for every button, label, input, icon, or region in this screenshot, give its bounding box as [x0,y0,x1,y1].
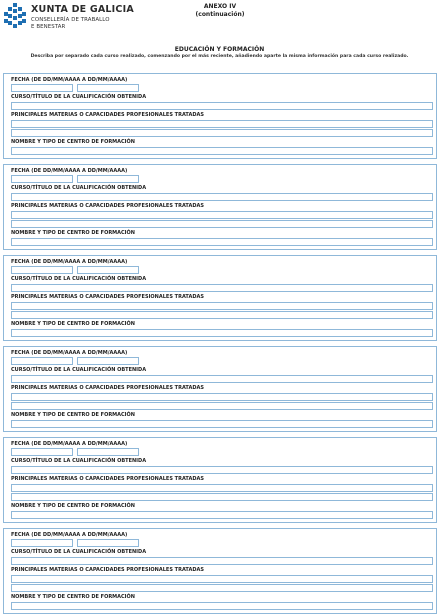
date-to-field[interactable] [77,175,139,183]
center-name-field[interactable] [11,602,433,610]
center-name-label: NOMBRE Y TIPO DE CENTRO DE FORMACIÓN [11,503,135,509]
subjects-field[interactable] [11,120,433,128]
subjects-field[interactable] [11,575,433,583]
annex-heading [175,3,265,19]
subjects-label: PRINCIPALES MATERIAS O CAPACIDADES PROFESIONALES TRATADAS [11,476,204,482]
center-name-label: NOMBRE Y TIPO DE CENTRO DE FORMACIÓN [11,412,135,418]
date-from-field[interactable] [11,175,73,183]
subjects-field[interactable] [11,393,433,401]
course-title-label: CURSO/TÍTULO DE LA CUALIFICACIÓN OBTENIDA [11,276,147,282]
center-name-field[interactable] [11,147,433,155]
course-title-field[interactable] [11,284,433,292]
date-from-field[interactable] [11,266,73,274]
logo-subtitle: E BENESTAR [31,24,66,30]
date-to-field[interactable] [77,266,139,274]
course-title-label: CURSO/TÍTULO DE LA CUALIFICACIÓN OBTENIDA [11,94,147,100]
subjects-field[interactable] [11,311,433,319]
annex-subtitle: (continuación) [195,11,245,18]
subjects-field[interactable] [11,402,433,410]
course-title-label: CURSO/TÍTULO DE LA CUALIFICACIÓN OBTENIDA [11,185,147,191]
section-title: EDUCACIÓN Y FORMACIÓN [174,46,265,53]
date-from-field[interactable] [11,539,73,547]
subjects-label: PRINCIPALES MATERIAS O CAPACIDADES PROFESIONALES TRATADAS [11,385,204,391]
xunta-emblem-icon [4,3,26,30]
center-name-label: NOMBRE Y TIPO DE CENTRO DE FORMACIÓN [11,230,135,236]
center-name-field[interactable] [11,329,433,337]
subjects-field[interactable] [11,302,433,310]
center-name-field[interactable] [11,420,433,428]
date-label: FECHA (DE DD/MM/AAAA A DD/MM/AAAA) [11,441,128,447]
course-block [3,73,437,159]
course-block [3,255,437,341]
center-name-label: NOMBRE Y TIPO DE CENTRO DE FORMACIÓN [11,139,135,145]
course-title-field[interactable] [11,375,433,383]
subjects-label: PRINCIPALES MATERIAS O CAPACIDADES PROFESIONALES TRATADAS [11,112,204,118]
date-to-field[interactable] [77,84,139,92]
course-title-field[interactable] [11,557,433,565]
center-name-field[interactable] [11,511,433,519]
course-block [3,528,437,614]
center-name-label: NOMBRE Y TIPO DE CENTRO DE FORMACIÓN [11,321,135,327]
course-block [3,346,437,432]
date-label: FECHA (DE DD/MM/AAAA A DD/MM/AAAA) [11,350,128,356]
date-from-field[interactable] [11,448,73,456]
course-block [3,437,437,523]
xunta-logo [4,3,154,33]
center-name-label: NOMBRE Y TIPO DE CENTRO DE FORMACIÓN [11,594,135,600]
date-label: FECHA (DE DD/MM/AAAA A DD/MM/AAAA) [11,77,128,83]
course-title-field[interactable] [11,466,433,474]
subjects-label: PRINCIPALES MATERIAS O CAPACIDADES PROFESIONALES TRATADAS [11,567,204,573]
course-title-label: CURSO/TÍTULO DE LA CUALIFICACIÓN OBTENIDA [11,549,147,555]
logo-title: XUNTA DE GALICIA [31,4,134,15]
annex-title: ANEXO IV [203,3,237,10]
date-to-field[interactable] [77,448,139,456]
course-block [3,164,437,250]
date-label: FECHA (DE DD/MM/AAAA A DD/MM/AAAA) [11,532,128,538]
course-title-field[interactable] [11,193,433,201]
center-name-field[interactable] [11,238,433,246]
logo-subtitle: CONSELLERÍA DE TRABALLO [31,17,110,23]
course-title-label: CURSO/TÍTULO DE LA CUALIFICACIÓN OBTENIDA [11,367,147,373]
section-description: Describa por separado cada curso realizado, comenzando por el más reciente, añadiendo aparte la misma información para cada curso realizado. [30,54,409,59]
date-to-field[interactable] [77,539,139,547]
date-to-field[interactable] [77,357,139,365]
subjects-field[interactable] [11,493,433,501]
subjects-field[interactable] [11,129,433,137]
date-from-field[interactable] [11,357,73,365]
course-title-label: CURSO/TÍTULO DE LA CUALIFICACIÓN OBTENIDA [11,458,147,464]
date-from-field[interactable] [11,84,73,92]
course-title-field[interactable] [11,102,433,110]
subjects-label: PRINCIPALES MATERIAS O CAPACIDADES PROFESIONALES TRATADAS [11,203,204,209]
subjects-field[interactable] [11,211,433,219]
subjects-field[interactable] [11,220,433,228]
date-label: FECHA (DE DD/MM/AAAA A DD/MM/AAAA) [11,259,128,265]
date-label: FECHA (DE DD/MM/AAAA A DD/MM/AAAA) [11,168,128,174]
subjects-label: PRINCIPALES MATERIAS O CAPACIDADES PROFESIONALES TRATADAS [11,294,204,300]
subjects-field[interactable] [11,584,433,592]
subjects-field[interactable] [11,484,433,492]
